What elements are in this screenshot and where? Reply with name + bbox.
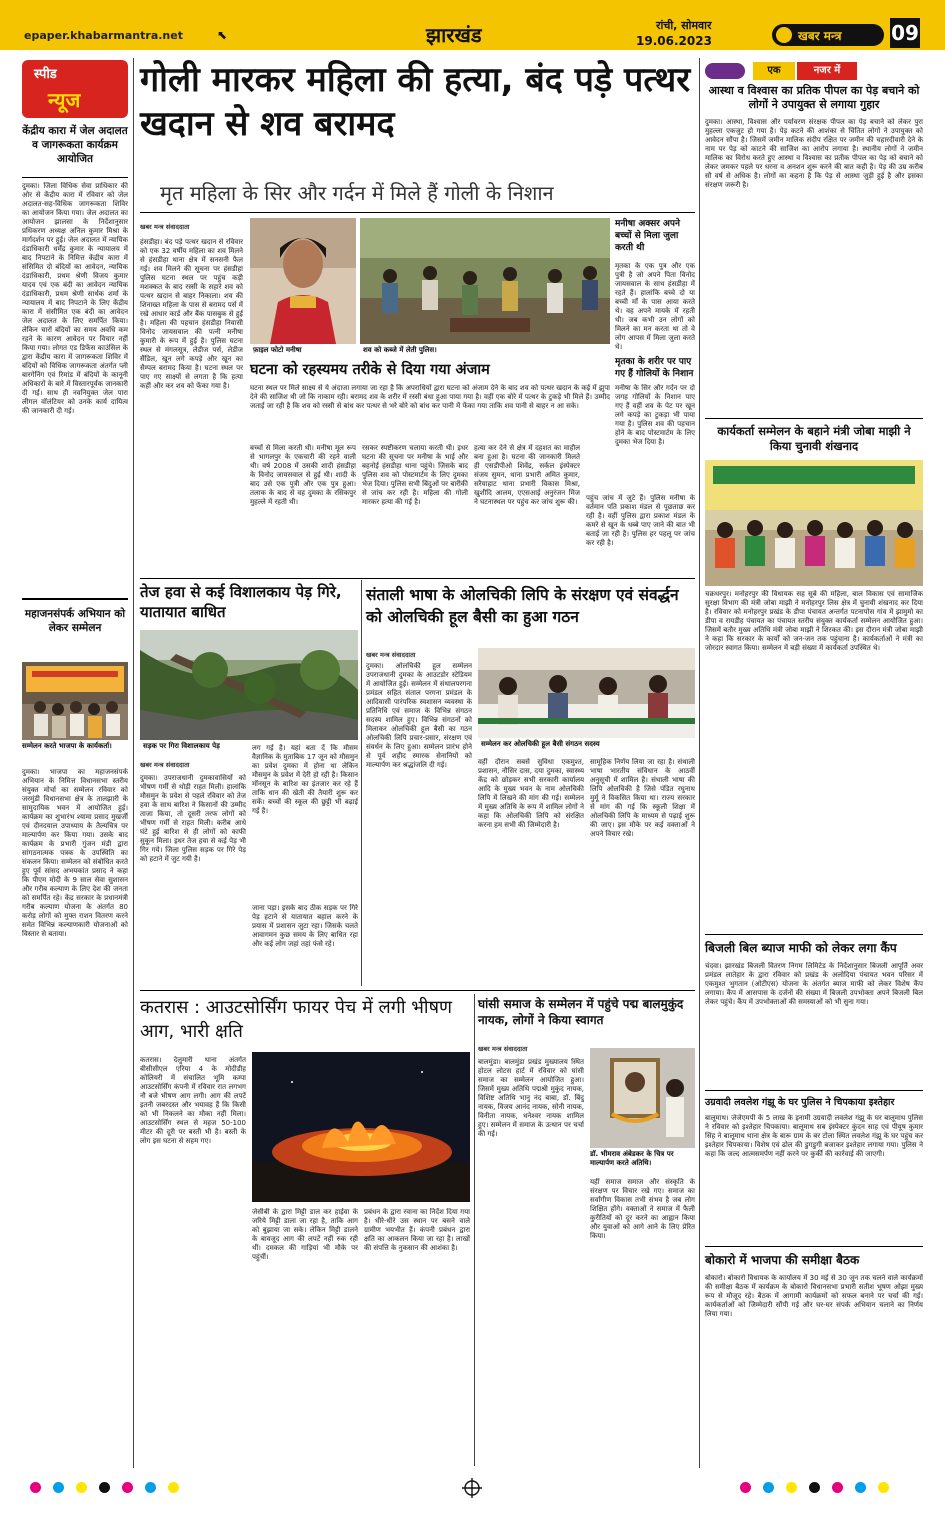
speed-news-2-caption: सम्मेलन करते भाजपा के कार्यकर्ता। (22, 742, 128, 751)
ghansi-headline: घांसी समाज के सम्मेलन में पहुंचे पद्म बालमुकुंद नायक, लोगों ने किया स्वागत (478, 997, 684, 1027)
divider (22, 598, 128, 600)
registration-color-dot (763, 1482, 774, 1493)
speed-news-2-headline: महाजनसंपर्क अभियान को लेकर सम्मेलन (24, 608, 126, 634)
divider (133, 58, 134, 1468)
bijli-body: चंदवा। झारखंड बिजली वितरण निगम लिमिटेड के निर्देशानुसार बिजली आपूर्ति अवर प्रमंडल लातेहार के द्वारा रविवार को प्रखंड के अलोदिया पंचायत भवन परिसर में एकमुश्त भुगतान (ओटीएस) योजना के अंतर्गत ब्याज माफी को लेकर विशेष कैंप लगाया। कैंप में आसपास के दर्जनों की संख्या में बिजली उपभोक्ता अपने बिजली बिल लेकर पहुंचे। कैंप में उपभोक्ताओं की समस्याओं को भी सुना गया। (705, 962, 923, 1006)
registration-color-dot (809, 1482, 820, 1493)
speed-news-logo-top: स्पीड (34, 67, 57, 82)
storm-headline: तेज हवा से कई विशालकाय पेड़ गिरे, यातायात बाधित (140, 583, 342, 621)
registration-color-dot (145, 1482, 156, 1493)
victim-photo-caption: फ़ाइल फोटो मनीषा (250, 346, 356, 355)
speed-news-logo-bottom: न्यूज (48, 88, 81, 112)
ambedkar-photo (590, 1048, 695, 1148)
katras-body-1: कतरास। देलुमारी थाना अंतर्गत बीसीसीएल एरिया 4 के मोदीडीह कोलियरी में संचालित भूमि कम्पा आउटसोर्सिंग कंपनी में रविवार रात लगभग नौ बजे भीषण आग लगी। आग की लपटें इतनी जबरदस्त और भयावह हैं कि किसी को भी निकलने का मौका नहीं मिला। आउटसोर्सिंग स्थल से महज 50-100 मीटर की दूरी पर बस्ती भी है। बस्ती के लोग इस घटना से सहम गए। (140, 1056, 246, 1145)
registration-color-dot (832, 1482, 843, 1493)
santali-body-2: वहीं दौरान सबसे सुविधा एकमुश्त, प्रशासन, नौसिर दास, दया दुमका, स्वास्थ्य केंद्र को छोड़कर सभी सरकारी कार्यालय आदि के मुख्य भवन के नाम ओलचिकी लिपि में लिखने की मांग की गई। सम्मेलन में मुख्य अतिथि के रूप में शामिल लोगों ने कहा कि ओलचिकी लिपि को संरक्षित करना हम सभी की जिम्मेदारी है। (478, 758, 584, 829)
page-number: 09 (890, 18, 920, 48)
ghansi-body-1: बालमुंडा। बालमुंडा प्रखंड मुख्यालय स्थित होटल लोटस हार्ट में रविवार को घांसी समाज का सम्मेलन आयोजित हुआ। जिसमें मुख्य अतिथि पद्मश्री मुकुंद नायक, विशिष्ट अतिथि भानु नंद बाबा, डॉ. बिंदु नायक, विजय आनंद नायक, सोनी नायक, विनीता नायक, धनेश्वर नायक शामिल हुए। सम्मेलन में समाज के उत्थान पर चर्चा की गई। (478, 1058, 584, 1138)
ek-nazar-badge-1: एक (753, 62, 795, 80)
katras-body-2: जेसीबी के द्वारा मिट्टी डाल कर हाईवा के जरिये मिट्टी डाला जा रहा है, ताकि आग को बुझाया जा सके। लेकिन मिट्टी डालने के बावजूद आग की लपटें नहीं रुक रही थीं। दमकल की गाड़ियां भी मौके पर पहुंचीं। (252, 1208, 358, 1261)
divider (22, 177, 128, 178)
bjp-meeting-photo (22, 662, 128, 740)
joba-meeting-photo (705, 460, 923, 586)
fallen-tree-photo (140, 630, 358, 740)
ghansi-byline: खबर मन्त्र संवाददाता (478, 1045, 528, 1053)
lead-body-2: बच्चों से मिला करती थी। मनीषा मूल रूप से भागलपुर के एकचारी की रहने वाली थी। वर्ष 2008 में उसकी शादी हंसडीहा के विनोद जायसवाल से हुई थी। शादी के बाद उसे एक पुत्री और एक पुत्र हुआ। तलाक के बाद से वह दुमका के रसिकपुर मुहल्ले में रहती थी। (250, 444, 356, 506)
storm-byline: खबर मन्त्र संवाददाता (140, 761, 190, 769)
divider (699, 58, 700, 1468)
registration-color-dot (122, 1482, 133, 1493)
lead-subhead: मृत महिला के सिर और गर्दन में मिले हैं गोली के निशान (160, 181, 554, 205)
strip-body: घटना स्थल पर मिले साक्ष्य से ये अंदाजा लगाया जा रहा है कि अपराधियों द्वारा घटना को अंजाम देने के बाद शव को पत्थर खदान के कई में झुपा देने की साजिश थी जो कि नाकाम रही। बरामद शव के शरीर में रस्सी बंधा हुआ पाया गया है। वहीं एक बोरे में पत्थर के टुकड़े भी मिले हैं। उम्मीद जताई जा रही है कि शव को रस्सी से बांध कर पत्थर से भरे बोरे को बांध कर पानी में फेंका गया ताकि शव पानी से बाहर न आ सके। (250, 384, 610, 410)
ghansi-caption: डॉ. भीमराव अंबेडकर के चित्र पर माल्यार्पण करते अतिथि। (590, 1150, 695, 1168)
bokaro-body: बोकारो। बोकारो विधायक के कार्यालय में 30 मई से 30 जून तक चलने वाले कार्यक्रमों की समीक्षा बैठक में कार्यक्रम के बोकारो विधानसभा प्रभारी सतीश भूषण ओझा मुख्य रूप से मौजूद रहे। बैठक में आगामी कार्यक्रमों को सफल बनाने पर चर्चा की गई। कार्यकर्ताओं को जिम्मेदारी सौंपी गई और घर-घर संपर्क अभियान चलाने का निर्णय लिया गया। (705, 1274, 923, 1318)
storm-caption: सड़क पर गिरा विशालकाय पेड़ (140, 742, 358, 751)
santali-body-1: दुमका। ओलचिकी हूल सम्मेलन उपराजधानी दुमका के आउटडोर स्टेडियम में आयोजित हुई। सम्मेलन में संथालपरगना प्रमंडल सहित संताल परगना प्रमंडल के आदिवासी पारंपरिक स्वशासन व्यवस्था के प्रतिनिधि एवं समाज के विभिन्न संगठन सदस्य शामिल हुए। विभिन्न संगठनों को मिलाकर ओलचिकी हूल बैसी का गठन ओलचिकी लिपि प्रचार-प्रसार, संरक्षण एवं संवर्धन के लिए हुआ। सम्मेलन प्रारंभ होने से पूर्व शहीद स्मारक सेनानियों को माल्यार्पण कर श्रद्धांजलि दी गई। (366, 662, 472, 769)
header-city-day: रांची, सोमवार (656, 19, 712, 32)
registration-color-dot (30, 1482, 41, 1493)
speed-news-2-body: दुमका। भाजपा का महाजनसंपर्क अभियान के निमित्त विधानसभा स्तरीय संयुक्त मोर्चा का सम्मेलन रविवार को जरमुंडी विधानसभा क्षेत्र के तालझारी के सामुदायिक भवन में आयोजित हुई। कार्यक्रम का शुभारंभ श्यामा प्रसाद मुखर्जी एवं दीनदयाल उपाध्याय के तैल्यचित्र पर माल्यार्पण कर किया गया। उसके बाद कार्यक्रम के प्रभारी गुंजन मंडी द्वारा सांगठनात्मक पत्रक के उपस्थिति का संकलन किया। सम्मेलन को संबोधित करते हुए पूर्व सांसद अभयकांत प्रसाद ने कहा कि पीएम मोदी के 9 साल सेवा सुशासन और गरीब कल्याण के लिए देश की जनता को समर्पित रहे। केंद्र सरकार के प्रधानमंत्री गरीब कल्याण योजना के अंतर्गत 80 करोड़ लोगों को मुफ्त राशन वितरण करने समेत विभिन्न कल्याणकारी योजनाओं को विस्तार से बताया। (22, 768, 128, 938)
ek-nazar-badge-2: नजर में (797, 62, 857, 80)
divider (140, 990, 695, 991)
section-title: झारखंड (426, 23, 482, 47)
police-body-photo-caption: शव को कब्जे में लेती पुलिस। (360, 346, 610, 355)
registration-color-dot (168, 1482, 179, 1493)
speed-news-1-headline: केंद्रीय कारा में जेल अदालत व जागरूकता कार्यक्रम आयोजित (22, 125, 128, 165)
brand-logo (772, 24, 884, 46)
storm-body-2: लग गई है। यहां बता दें कि मौसम वैज्ञानिक के मुताबिक 17 जून को मौसमुन का प्रवेश दुमका में होना था लेकिन मौसमुन के प्रवेश में देरी हो रही है। किसान मॉनसून के बारिश का इंतजार कर रहे हैं ताकि धान की खेती की तैयारी शुरू कर सकें। बच्चों की स्कूल की छुट्टी भी बढ़ाई गई है। (252, 744, 358, 815)
registration-color-dot (878, 1482, 889, 1493)
divider (705, 1090, 923, 1091)
lead-body-1: हंसडीहा। बंद पड़े पत्थर खदान से रविवार को एक 32 वर्षीय महिला का शव मिलने से हंसडीहा थाना क्षेत्र में सनसनी फैल गई। शव मिलने की सूचना पर हंसडीहा पुलिस घटना स्थल पर पहुंच कड़ी मशक्कत के बाद रस्सी के सहारे शव को पत्थर खदान से बाहर निकाला। शव की शिनाख्त महिला के पास से बरामद पर्स में रखे आधार कार्ड और बैंक पासबुक से हुई है। महिला की पहचान हंसडीहा निवासी विनोद जायसवाल की पत्नी मनीषा कुमारी के रूप में हुई है। पुलिस घटना स्थल से मंगलसूत्र, लेडीज पर्स, लेडीज सैंडिल, खून लगे कपड़े और खून का सैम्पल बरामद किया है। घटना स्थल पर पाए गए साक्ष्यों से लगता है कि हत्या कहीं और कर शव को फेंका गया है। (140, 238, 243, 390)
divider (705, 1246, 923, 1247)
registration-color-dot (53, 1482, 64, 1493)
ek-nazar-icon (705, 63, 745, 79)
lead-box2-title: मृतका के शरीर पर पाए गए हैं गोलियों के निशान (615, 357, 694, 379)
santali-body-3: सामूहिक निर्णय लिया जा रहा है। संथाली भाषा भारतीय संविधान के आठवीं अनुसूची में शामिल है। संथाली भाषा की लिपि ओलचिकी है जिसे पंडित रघुनाथ मुर्मू ने विकसित किया था। राज्य सरकार से मांग की गई कि स्कूली शिक्षा में ओलचिकी लिपि के माध्यम से पढ़ाई शुरू की जाए। इस मौके पर कई वक्ताओं ने अपने विचार रखे। (590, 758, 695, 838)
footer-color-bar-right (740, 1482, 920, 1496)
lead-body-4: हत्या कर देने से क्षेत्र में दहशत का माहौल बना हुआ है। घटना की जानकारी मिलते ही एसडीपीओ शिवेंद्र, सर्कल इंस्पेक्टर संजय सुमन, थाना प्रभारी अमित कुमार, सरैयाहाट थाना प्रभारी विकास मिश्रा, खुशीदि आलम, एएसआई अनुरंजन मिंज ने घटनास्थल पर पहुंच कर जांच शुरू की। (474, 444, 580, 506)
divider (140, 578, 695, 579)
bijli-headline: बिजली बिल ब्याज माफी को लेकर लगा कैंप (705, 941, 897, 955)
registration-color-dot (99, 1482, 110, 1493)
cursor-icon: ⬉ (217, 28, 228, 42)
lead-box-body: मृतका के एक पुत्र और एक पुत्री है जो अपने पिता विनोद जायसवाल के साथ हंसडीहा में रहते हैं। हालांकि बच्चे दो या बच्ची माँ के पास आया करते थे। वह अपने मायके में रहती थी। जब कभी उन लोगों को मिलने का मन करता था तो वे लोग आपस में मिला जुला करते थे। (615, 262, 695, 351)
divider (140, 212, 695, 213)
katras-body-3: प्रबंधन के द्वारा रवाना का निर्देश दिया गया है। धीरे-धीरे उस स्थान पर बसने वाले ग्रामीण भयभीत हैं। कंपनी प्रबंधन द्वारा क्षति का आकलन किया जा रहा है। लाखों की संपत्ति के नुकसान की आशंका है। (364, 1208, 470, 1252)
fire-photo (252, 1052, 470, 1202)
brand-logo-icon (776, 27, 792, 43)
registration-color-dot (786, 1482, 797, 1493)
strip-title: घटना को रहस्यमय तरीके से दिया गया अंजाम (250, 362, 490, 378)
brand-name: खबर मन्त्र (798, 29, 842, 43)
peepal-headline: आस्था व विश्वास का प्रतिक पीपल का पेड़ बचाने को लोगों ने उपायुक्त से लगाया गुहार (708, 84, 920, 111)
joba-body: चक्रधरपुर। मनोहरपुर की विधायक सह सूबे की महिला, बाल विकास एवं सामाजिक सुरक्षा विभाग की मंत्री जोबा माझी ने मनोहरपुर लिस क्षेत्र में चुनावी शंखनाद कर दिया है। रविवार को मनोहरपुर प्रखंड के डीपा पंचायत अन्तर्गत पटनापोस गांव में झामुमो का डीपा व रायडीह पंचायत का पंचायत स्तरीय संयुक्त कार्यकर्ता सम्मेलन आयोजित हुआ। जिसमें बतौर मुख्य अतिथि मंत्री जोबा माझी ने शिरकत की। इस दौरान मंत्री जोबा माझी ने कहा कि सरकार के कार्यों को जन-जन तक पहुंचाना है। कार्यकर्ताओं ने मंत्री का जोरदार स्वागत किया। सम्मेलन में बड़ी संख्या में कार्यकर्ता उपस्थित थे। (705, 590, 923, 652)
registration-color-dot (76, 1482, 87, 1493)
divider (474, 994, 475, 1466)
ek-nazar-badge (705, 62, 925, 80)
ghansi-body-2: यहीं समाज समाज और संस्कृति के संरक्षण पर विचार रखे गए। समाज का सर्वांगीण विकास तभी संभव है जब लोग शिक्षित होंगे। वक्ताओं ने समाज में फैली कुरीतियों को दूर करने का आह्वान किया और युवाओं को आगे आने के लिए प्रेरित किया। (590, 1178, 695, 1240)
lead-box-title: मनीषा अक्सर अपने बच्चों से मिला जुला करती थी (615, 219, 680, 253)
divider (705, 418, 923, 419)
site-url[interactable]: epaper.khabarmantra.net (24, 29, 183, 42)
lead-headline: गोली मारकर महिला की हत्या, बंद पड़े पत्थर खदान से शव बरामद (140, 60, 691, 144)
victim-photo (250, 218, 356, 344)
header-date: 19.06.2023 (636, 34, 712, 48)
lavlesh-headline: उग्रवादी लवलेश गंझू के घर पुलिस ने चिपकाया इश्तेहार (705, 1097, 895, 1108)
lead-body-5: पहुंच जांच में जुटे हैं। पुलिस मनीषा के वर्तमान पति प्रकाश मंडल से पूछताछ कर रही है। वहीं पुलिस द्वारा प्रकाश मंडल के कमरे से खून के धब्बे पाए जाने की बात भी बताई जा रही है। पुलिस हर पहलू पर जांच कर रही है। (586, 494, 695, 547)
bokaro-headline: बोकारो में भाजपा की समीक्षा बैठक (705, 1253, 860, 1267)
peepal-body: दुमका। आस्था, विश्वास और पर्यावरण संरक्षक पीपल का पेड़ बचाने को लेकर पुरा मुहल्ला एकजुट हो गया है। पेड़ कटने की आशंका से चिंतित लोगों ने उपायुक्त को आवेदन सौंपा है। जिसमें जमीन मालिक संदीप रक्षित पर जमीन की चहारदीवारी देने के नाम पर पेड़ को काटने की साजिश का आरोप लगाया है। स्थानीय लोगों ने जमीन मालिक का विरोध करते हुए आस्था व विश्वास का प्रतीक पीपल का पेड़ को बचाने को लेकर जमकर पहले पर धरना व अनशन शुरू करने की बात कही है। पेड़ की उम्र करीब सौ वर्ष से अधिक है। लोगों का कहना है कि पेड़ से आस्था जुड़ी हुई है और इसका संरक्षण जरूरी है। (705, 118, 923, 189)
speed-news-1-body: दुमका। जिला विधिक सेवा प्राधिकार की ओर से केंद्रीय कारा में रविवार को जेल अदालत-सह-विधिक जागरूकता शिविर का आयोजन किया गया। जेल अदालत का आयोजन झालसा के निर्देशानुसार प्रधिकरण अध्यक्ष अनिल कुमार मिश्रा के मार्गदर्शन पर हुई। जेल अदालत में न्यायिक दंडाधिकारी धर्मेंद्र कुमार के न्यायालय में बाद निपटाने के निमित्त केंद्रीय कारा में संसिमित दो बंदियों का आवेदन, न्यायिक दंडाधिकारी, प्रथम श्रेणी विजय कुमार यादव एवं एक बंदी का आवेदन न्यायिक दंडाधिकारी, प्रथम श्रेणी सार्थक शर्मा के न्यायालय में बाद निपटाने के लिए केंद्रीय कारा में संसीमित एक बंदी का आवेदन जेल अदालत के लिए समर्पित किया। लेकिन चारों बंदियों का समय अवधि कम रहने के कारण आवेदन पर विचार नहीं किया गया। लोगत एड डिफेंस काउंसिल के द्वारा केंद्रीय कारा में जागरूकता शिविर में बंदियों को विधिक जागरूकता अंतर्गत प्ली बारगेनिंग एवं रिमांड में बंदियों के कानूनी अधिकारों के बारे में विस्तारपूर्वक जानकारी दी गई। साथ ही नवनियुक्त जेल पारा लीगल वॉलंटियर को उनके कार्य दायित्व की जानकारी दी गई। (22, 182, 128, 415)
santali-byline: खबर मन्त्र संवाददाता (366, 651, 416, 659)
storm-body-3: जाना पड़ा। इसके बाद ठीक सड़क पर गिरे पेड़ हटाने से यातायात बहाल करने के प्रयास में प्रशासन जुटा रहा। जिसके चलते आवागमन कुछ समय के लिए बाधित रहा और कई लोग जहां तहां फंसे रहे। (252, 904, 358, 948)
joba-headline: कार्यकर्ता सम्मेलन के बहाने मंत्री जोबा माझी ने किया चुनावी शंखनाद (717, 424, 911, 453)
santali-caption: सम्मेलन कर ओलचिकी हूल बैसी संगठन सदस्य (478, 740, 695, 749)
divider (361, 580, 362, 986)
lavlesh-body: बालूमाथ। जेजेएमपी के 5 लाख के इनामी उग्रवादी लवलेश गंझू के घर बालूमाथ पुलिस ने रविवार को इश्तेहार चिपकाया। बालूमाथ सब इंस्पेक्टर कुंदन साह एवं पीयूष कुमार सिंह ने बालूमाथ थाना क्षेत्र के बारू ग्राम के बर टोला स्थित लवलेश गंझू के घर पहुंच कर इश्तेहार चिपकाया। विशेष एवं ढोल की डुगडुगी बजाकर इश्तेहार लगाया गया। पुलिस ने कहा कि जल्द आत्मसमर्पण नहीं करने पर कुर्की की कार्रवाई की जाएगी। (705, 1114, 923, 1158)
footer-color-bar-left (30, 1482, 190, 1496)
lead-byline: खबर मन्त्र संवाददाता (140, 223, 190, 231)
storm-body-1: दुमका। उपराजधानी दुमकावासियों को भीषण गर्मी से थोड़ी राहत मिली। हालांकि मौसमुन के प्रवेश से पहले रविवार को तेज हवा के साथ बारिश ने किसानों की उम्मीद ताजा किया, तो दूसरी तरफ लोगों को भीषण गर्मी से राहत मिली। करीब आधे घंटे हुई बारिश से ही लोगों को काफी सुकून मिला। इधर तेज हवा से कई पेड़ भी गिर गये। जिला पुलिस सड़क पर गिरे पेड़ को हटाने में जुट गयी है। (140, 774, 246, 863)
santali-headline: संताली भाषा के ओलचिकी लिपि के संरक्षण एवं संवर्द्धन को ओलचिकी हूल बैसी का हुआ गठन (366, 586, 679, 626)
registration-color-dot (855, 1482, 866, 1493)
divider (705, 934, 923, 935)
katras-headline: कतरास : आउटसोर्सिंग फायर पेच में लगी भीषण आग, भारी क्षति (140, 997, 453, 1042)
santali-meeting-photo (478, 648, 695, 738)
speed-news-logo (22, 60, 128, 118)
registration-color-dot (740, 1482, 751, 1493)
registration-mark-icon (462, 1478, 482, 1498)
police-body-photo (360, 218, 610, 344)
lead-body-3: रसकर स्पष्टीकरण चलाया करती थी। इधर घटना की सूचना पर मनीषा के भाई और बहनोई हंसडीहा थाना पहुंचे। जिसके बाद पुलिस शव को पोस्टमार्टम के लिए दुमका भेज दिया। पुलिस सभी बिंदुओं पर बारीकी से जांच कर रही है। महिला की गोली मारकर हत्या की गई है। (362, 444, 468, 506)
lead-box2-body: मनीषा के सिर और गर्दन पर दो जगह गोलियों के निशान पाए गए हैं वहीं शव के पेट पर खून लगे कपड़े का टुकड़ा भी पाया गया है। पुलिस शव की पहचान होने के बाद पोस्टमार्टम के लिए दुमका भेज दिया है। (615, 384, 695, 446)
